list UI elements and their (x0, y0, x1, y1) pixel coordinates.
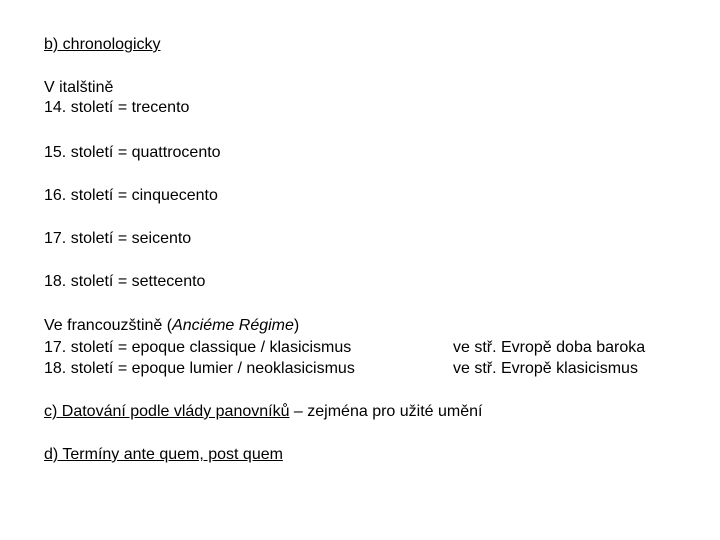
section-c-heading (44, 402, 482, 422)
french-heading-prefix: Ve francouzštině ( (44, 317, 173, 334)
italian-item-16: 16. století = cinquecento (44, 187, 218, 204)
section-d-heading: d) Termíny ante quem, post quem (44, 446, 283, 463)
section-c-underlined: c) Datování podle vlády panovníků (44, 403, 290, 420)
section-c-rest: – zejména pro užité umění (289, 403, 483, 420)
ancien-regime-term: Anciéme Régime (172, 317, 294, 334)
french-row-17-right: ve stř. Evropě doba baroka (453, 339, 646, 356)
french-heading (44, 316, 299, 336)
french-row-18-left: 18. století = epoque lumier / neoklasicismus (44, 360, 355, 377)
french-row-18-right: ve stř. Evropě klasicismus (453, 360, 638, 377)
italian-item-14: 14. století = trecento (44, 99, 190, 116)
italian-item-15: 15. století = quattrocento (44, 144, 221, 161)
italian-item-18: 18. století = settecento (44, 273, 206, 290)
section-b-heading: b) chronologicky (44, 36, 161, 53)
french-row-17-left: 17. století = epoque classique / klasicismus (44, 339, 352, 356)
italian-item-17: 17. století = seicento (44, 230, 192, 247)
italian-heading: V italštině (44, 79, 114, 96)
french-heading-suffix: ) (293, 317, 300, 334)
